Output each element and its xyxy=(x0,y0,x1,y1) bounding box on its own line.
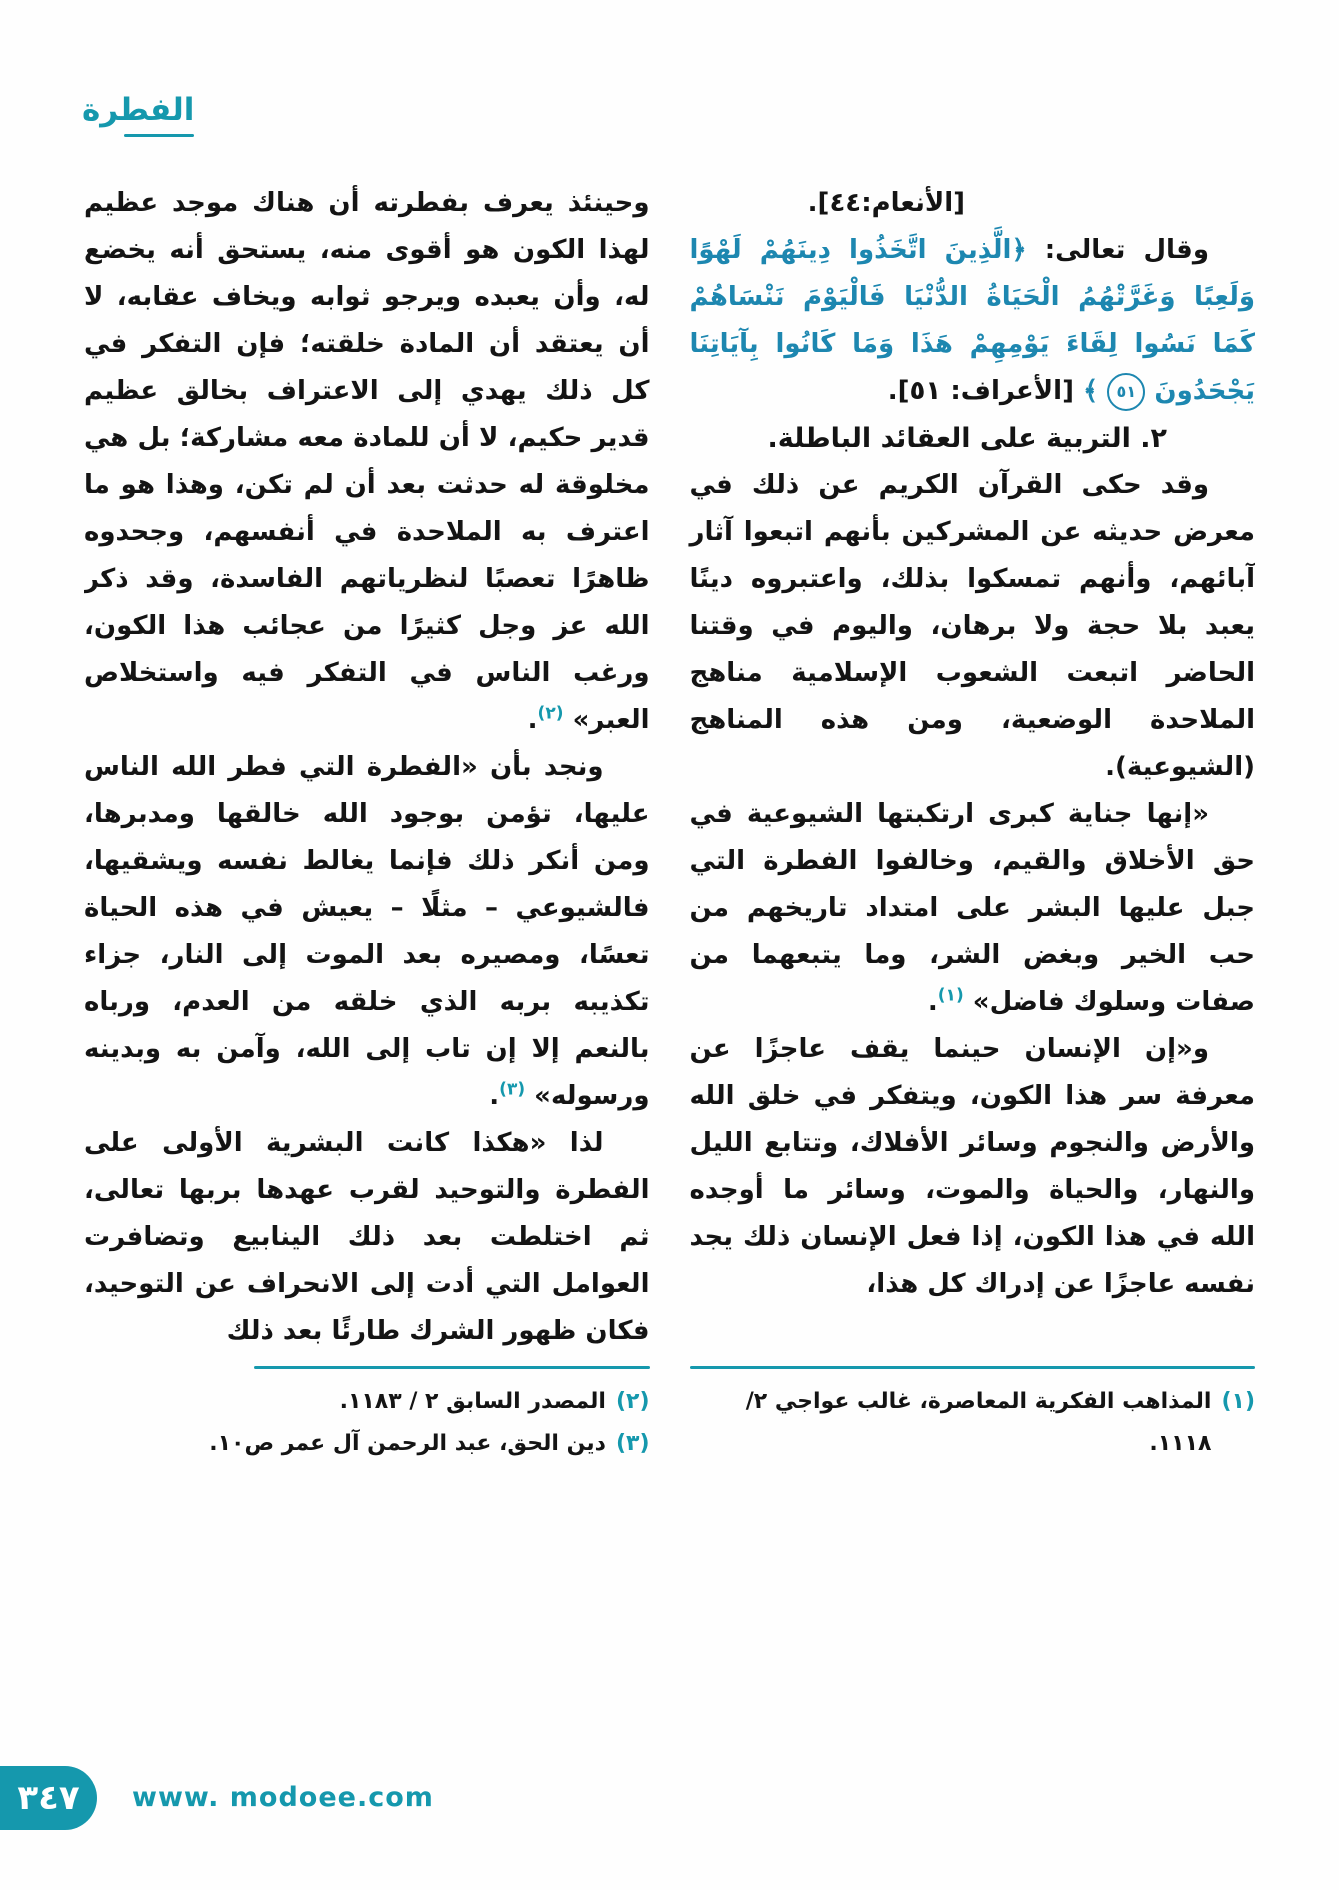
footnote-number: (٣) xyxy=(615,1431,650,1456)
quran-quote-paragraph xyxy=(690,227,1256,415)
paragraph-text: وحينئذ يعرف بفطرته أن هناك موجد عظيم لهذا الكون هو أقوى منه، يستحق أنه يخضع له، وأن يعبده ويرجو ثوابه ويخاف عقابه، لا أن يعتقد أن المادة خلقته؛ فإن التفكر في كل ذلك يهدي إلى الاعتراف بخالق عظيم قدير حكيم، لا أن للمادة معه مشاركة؛ بل هي مخلوقة له حدثت بعد أن لم تكن، وهذا هو ما اعترف به الملاحدة في أنفسهم، وجحدوه ظاهرًا تعصبًا لنظرياتهم الفاسدة، وقد ذكر الله عز وجل كثيرًا من عجائب هذا الكون، ورغب الناس في التفكر فيه واستخلاص العبر» xyxy=(84,188,650,735)
paragraph: وقد حكى القرآن الكريم عن ذلك في معرض حديثه عن المشركين بأنهم اتبعوا آثار آبائهم، وأنهم تمسكوا بذلك، واعتبروه دينًا يعبد بلا حجة ولا برهان، واليوم في وقتنا الحاضر اتبعت الشعوب الإسلامية مناهج الملاحدة الوضعية، ومن هذه المناهج (الشيوعية). xyxy=(689,470,1255,782)
footnote-number: (١) xyxy=(1221,1389,1255,1414)
footnotes-right-column xyxy=(690,1366,1256,1465)
paragraph-with-footnote xyxy=(84,744,650,1120)
ayah-number-ornament xyxy=(1107,373,1145,411)
right-column xyxy=(690,180,1256,1358)
quran-open-bracket: ﴿ xyxy=(1011,235,1027,265)
footnote-marker-1: (١) xyxy=(937,985,964,1006)
paragraph-with-footnote xyxy=(690,791,1256,1026)
footnote-number: (٢) xyxy=(615,1389,650,1414)
footnote-item xyxy=(84,1423,650,1465)
header-underline xyxy=(124,134,194,137)
quran-reference-anam: [الأنعام:٤٤]. xyxy=(807,188,965,218)
footnote-text: دين الحق، عبد الرحمن آل عمر ص١٠. xyxy=(209,1431,606,1456)
paragraph: و«إن الإنسان حينما يقف عاجزًا عن معرفة سر هذا الكون، ويتفكر في خلق الله والأرض والنجوم وسائر الأفلاك، وتتابع الليل والنهار، والحياة والموت، وسائر ما أوجده الله في هذا الكون، إذا فعل الإنسان ذلك يجد نفسه عاجزًا عن إدراك كل هذا، xyxy=(689,1034,1255,1299)
chapter-header xyxy=(82,92,194,137)
footnote-separator xyxy=(690,1366,1256,1369)
paragraph: لذا «هكذا كانت البشرية الأولى على الفطرة والتوحيد لقرب عهدها بربها تعالى، ثم اختلطت بعد ذلك الينابيع وتضافرت العوامل التي أدت إلى الانحراف عن التوحيد، فكان ظهور الشرك طارئًا بعد ذلك xyxy=(84,1128,650,1346)
paragraph-text: ونجد بأن «الفطرة التي فطر الله الناس عليها، تؤمن بوجود الله خالقها ومدبرها، ومن أنكر ذلك فإنما يغالط نفسه ويشقيها، فالشيوعي – مثلًا – يعيش في هذه الحياة تعسًا، ومصيره بعد الموت إلى النار، جزاء تكذيبه بربه الذي خلقه من العدم، ورباه بالنعم إلا إن تاب إلى الله، وآمن به وبدينه ورسوله» xyxy=(84,752,650,1111)
footnotes-left-column xyxy=(84,1366,650,1465)
footnote-item xyxy=(84,1381,650,1423)
sentence-period: . xyxy=(489,1081,500,1111)
footnote-item xyxy=(690,1381,1256,1465)
quran-reference-araf: [الأعراف: ٥١]. xyxy=(887,376,1074,406)
footnote-separator xyxy=(254,1366,650,1369)
sentence-period: . xyxy=(927,987,938,1017)
page-number: ٣٤٧ xyxy=(17,1778,80,1818)
left-column xyxy=(84,180,650,1358)
section-heading: ٢. التربية على العقائد الباطلة. xyxy=(767,423,1167,454)
paragraph-with-footnote xyxy=(84,180,650,744)
quote-intro: وقال تعالى: xyxy=(1044,235,1209,265)
footnotes-area xyxy=(84,1366,1255,1465)
quran-close-bracket: ﴾ xyxy=(1083,376,1099,406)
paragraph-text: «إنها جناية كبرى ارتكبتها الشيوعية في حق الأخلاق والقيم، وخالفوا الفطرة التي جبل عليها البشر على امتداد تاريخهم من حب الخير وبغض الشر، وما يتبعهما من صفات وسلوك فاضل» xyxy=(689,799,1255,1017)
footnote-text: المذاهب الفكرية المعاصرة، غالب عواجي ٢/ ١١١٨. xyxy=(745,1389,1212,1456)
ayah-number: ٥١ xyxy=(1116,381,1137,401)
footnote-text: المصدر السابق ٢ / ١١٨٣. xyxy=(339,1389,606,1414)
publisher-website: www. modoee.com xyxy=(132,1782,434,1813)
footnote-marker-3: (٣) xyxy=(499,1079,526,1100)
quran-verse-text: الَّذِينَ اتَّخَذُوا دِينَهُمْ لَهْوًا وَلَعِبًا وَغَرَّتْهُمُ الْحَيَاةُ الدُّنْيَا فَالْيَوْمَ نَنْسَاهُمْ كَمَا نَسُوا لِقَاءَ يَوْمِهِمْ هَذَا وَمَا كَانُوا بِآيَاتِنَا يَجْحَدُونَ xyxy=(689,235,1255,406)
sentence-period: . xyxy=(527,705,538,735)
footnote-marker-2: (٢) xyxy=(537,703,564,724)
page-number-badge xyxy=(0,1766,97,1830)
text-columns xyxy=(84,180,1255,1358)
chapter-title: الفطرة xyxy=(82,92,195,128)
